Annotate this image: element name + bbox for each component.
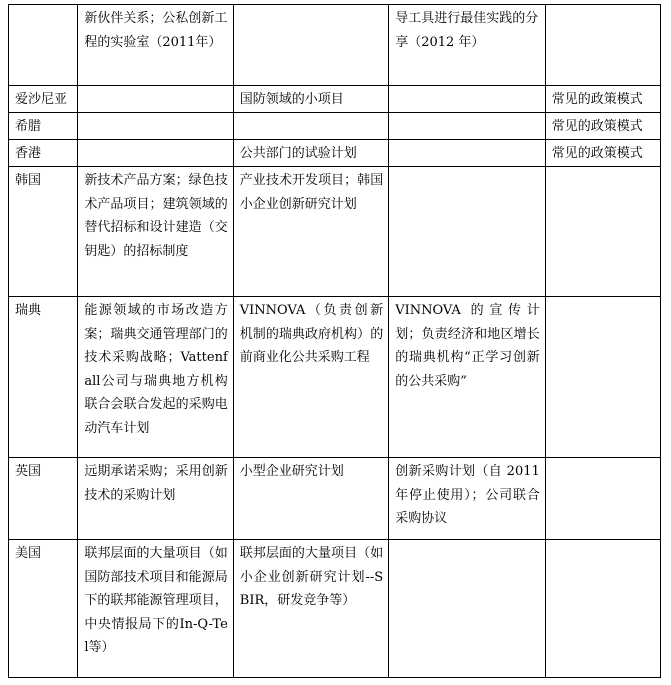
cell: 创新采购计划（自 2011 年停止使用）；公司联合采购协议 — [389, 458, 546, 540]
country-cell: 香港 — [9, 140, 78, 167]
country-cell: 希腊 — [9, 113, 78, 140]
table-row — [9, 5, 661, 86]
policy-table — [8, 4, 661, 678]
cell: VINNOVA 的宣传计划；负责经济和地区增长的瑞典机构“正学习创新的公共采购” — [389, 297, 546, 458]
cell — [545, 540, 660, 678]
cell: 产业技术开发项目；韩国小企业创新研究计划 — [233, 167, 388, 297]
cell — [78, 86, 233, 113]
cell: 新伙伴关系；公私创新工程的实验室（2011年） — [78, 5, 233, 86]
cell — [78, 113, 233, 140]
country-cell: 瑞典 — [9, 297, 78, 458]
cell — [78, 140, 233, 167]
table-row — [9, 140, 661, 167]
table-row — [9, 167, 661, 297]
country-cell: 韩国 — [9, 167, 78, 297]
cell — [389, 167, 546, 297]
table-row — [9, 458, 661, 540]
cell — [389, 113, 546, 140]
cell: 导工具进行最佳实践的分享（2012 年） — [389, 5, 546, 86]
country-cell: 美国 — [9, 540, 78, 678]
cell: 公共部门的试验计划 — [233, 140, 388, 167]
cell: 联邦层面的大量项目（如国防部技术项目和能源局下的联邦能源管理项目，中央情报局下的In-Q-Tel等） — [78, 540, 233, 678]
cell — [389, 140, 546, 167]
cell: 常见的政策模式 — [545, 140, 660, 167]
cell — [233, 113, 388, 140]
country-cell: 爱沙尼亚 — [9, 86, 78, 113]
cell: 国防领域的小项目 — [233, 86, 388, 113]
table-row — [9, 113, 661, 140]
table-row — [9, 297, 661, 458]
cell: 能源领域的市场改造方案；瑞典交通管理部门的技术采购战略；Vattenfall公司与瑞典地方机构联合会联合发起的采购电动汽车计划 — [78, 297, 233, 458]
country-cell: 英国 — [9, 458, 78, 540]
cell: 联邦层面的大量项目（如小企业创新研究计划--SBIR，研发竞争等） — [233, 540, 388, 678]
cell — [389, 86, 546, 113]
cell — [545, 458, 660, 540]
cell — [545, 167, 660, 297]
cell: 常见的政策模式 — [545, 86, 660, 113]
cell — [389, 540, 546, 678]
cell: 常见的政策模式 — [545, 113, 660, 140]
cell: 远期承诺采购；采用创新技术的采购计划 — [78, 458, 233, 540]
table-row — [9, 540, 661, 678]
table-row — [9, 86, 661, 113]
cell — [233, 5, 388, 86]
cell: 新技术产品方案；绿色技术产品项目；建筑领域的替代招标和设计建造（交钥匙）的招标制度 — [78, 167, 233, 297]
country-cell — [9, 5, 78, 86]
cell: 小型企业研究计划 — [233, 458, 388, 540]
cell — [545, 5, 660, 86]
cell: VINNOVA（负责创新机制的瑞典政府机构）的前商业化公共采购工程 — [233, 297, 388, 458]
cell — [545, 297, 660, 458]
